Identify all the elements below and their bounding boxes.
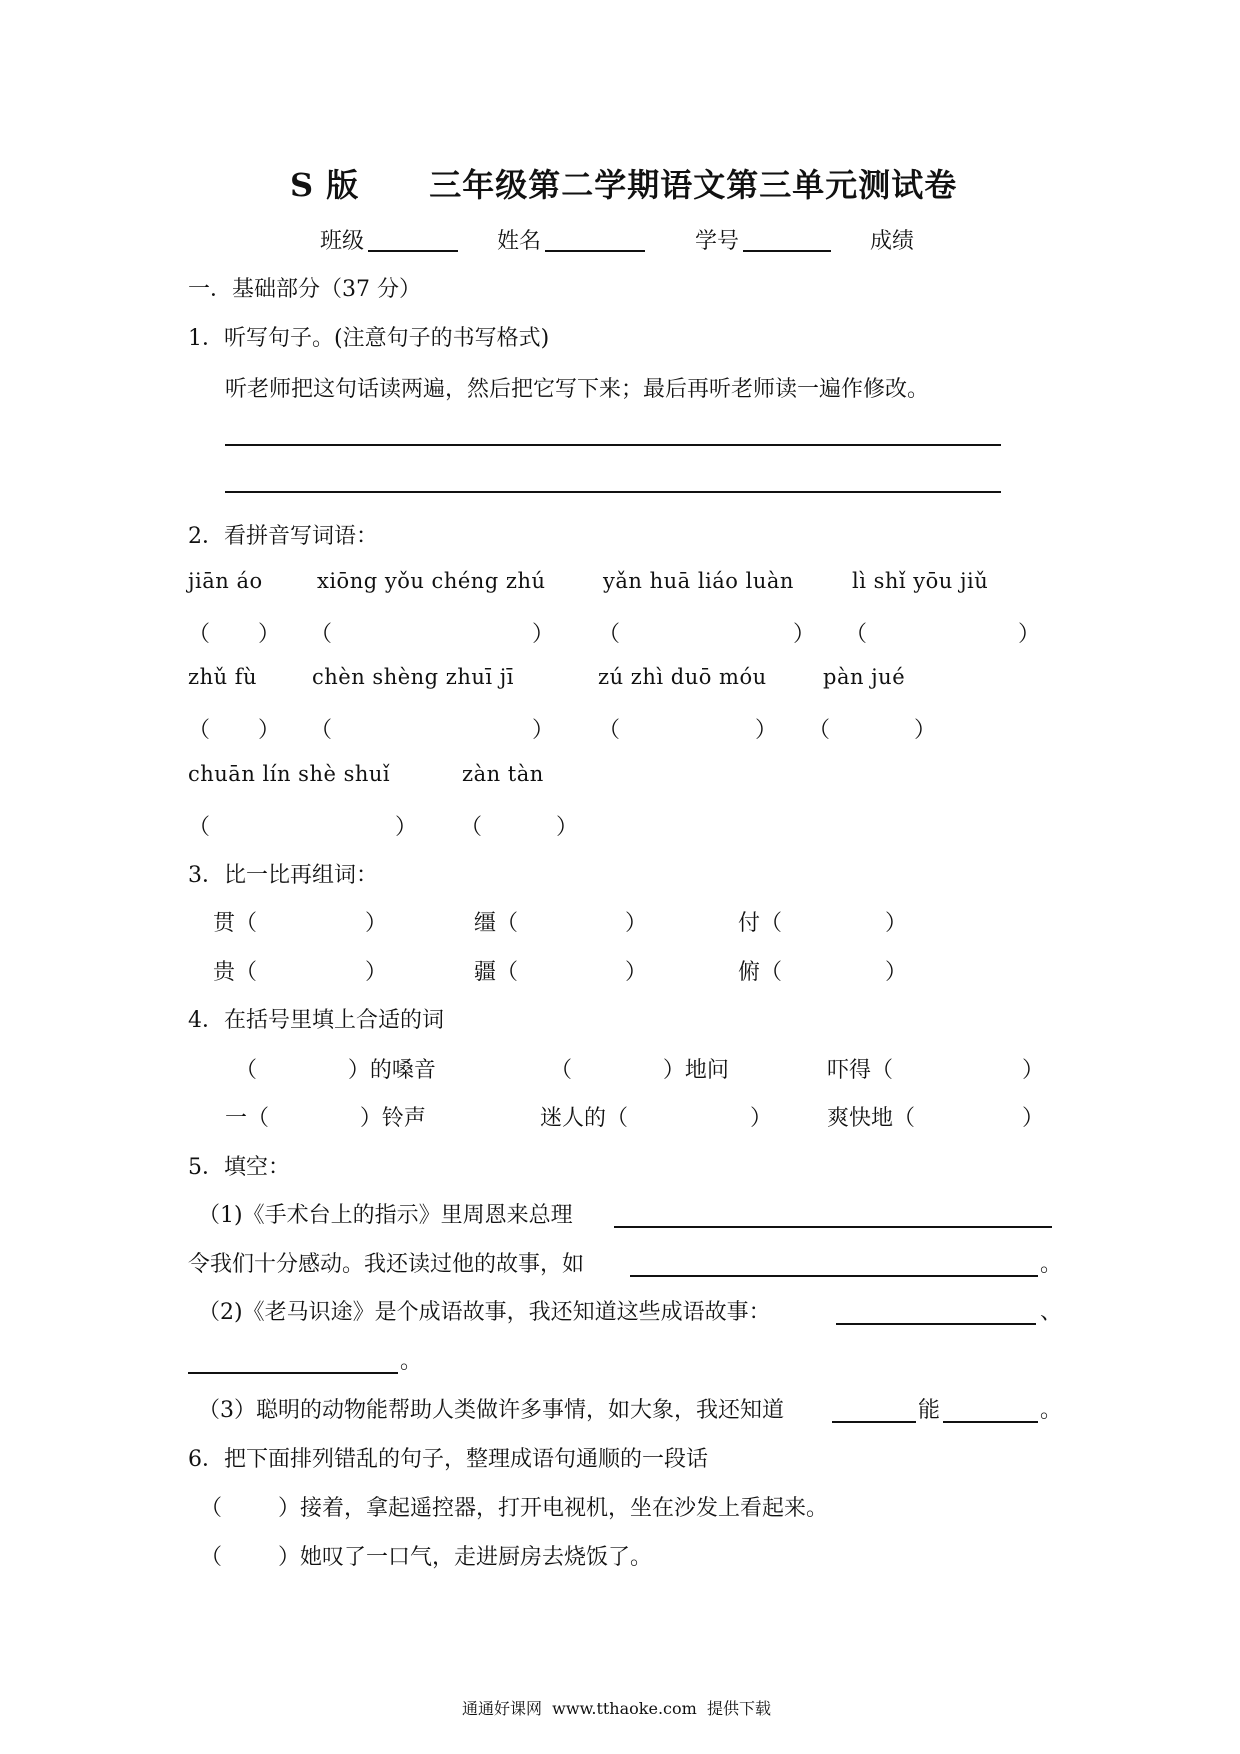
- q3-item-5: 疆（: [474, 960, 519, 985]
- q2-open-8: （: [808, 718, 831, 743]
- q3-close-1: ）: [365, 911, 388, 936]
- q2-close-2: ）: [532, 622, 555, 647]
- q6-title: 6．把下面排列错乱的句子，整理成语句通顺的一段话: [188, 1447, 708, 1472]
- q2-title: 2．看拼音写词语：: [188, 524, 378, 549]
- number-blank[interactable]: [743, 250, 831, 252]
- q2-close-6: ）: [532, 718, 555, 743]
- q3-title: 3．比一比再组词：: [188, 863, 378, 888]
- q2-open-3: （: [598, 622, 621, 647]
- q2-close-8: ）: [914, 718, 937, 743]
- q5-blank-1[interactable]: [614, 1226, 1052, 1228]
- q4-item-4: 一（ ）铃声: [225, 1106, 426, 1131]
- q2-open-1: （: [188, 622, 211, 647]
- q2-pinyin-4: lì shǐ yōu jiǔ: [852, 569, 989, 593]
- q2-pinyin-6: chèn shèng zhuī jī: [312, 665, 515, 689]
- q2-open-10: （: [460, 815, 483, 840]
- q2-close-4: ）: [1018, 622, 1041, 647]
- q4-item-6: 爽快地（: [827, 1106, 916, 1131]
- q2-open-4: （: [845, 622, 868, 647]
- q2-open-5: （: [188, 718, 211, 743]
- q5-line-2: 令我们十分感动。我还读过他的故事，如: [188, 1252, 585, 1277]
- q5-blank-3[interactable]: [836, 1323, 1036, 1325]
- q1-answer-line-2[interactable]: [225, 491, 1001, 493]
- q2-open-6: （: [310, 718, 333, 743]
- page-title: [290, 160, 957, 206]
- q4-item-2: （ ）地问: [550, 1058, 729, 1083]
- q5-blank-6[interactable]: [943, 1421, 1038, 1423]
- q5-period-2: 。: [400, 1349, 423, 1374]
- q4-close-6: ）: [1022, 1106, 1045, 1131]
- q2-pinyin-5: zhǔ fù: [188, 665, 258, 689]
- q2-pinyin-7: zú zhì duō móu: [598, 665, 767, 689]
- score-label: 成绩: [870, 229, 915, 254]
- class-blank[interactable]: [368, 250, 458, 252]
- edition-label: S 版: [290, 166, 360, 204]
- q5-blank-2[interactable]: [630, 1275, 1038, 1277]
- q5-line-1: （1)《手术台上的指示》里周恩来总理: [198, 1203, 573, 1228]
- name-blank[interactable]: [545, 250, 645, 252]
- q4-close-5: ）: [750, 1106, 773, 1131]
- q4-title: 4．在括号里填上合适的词: [188, 1008, 444, 1033]
- q3-close-5: ）: [625, 960, 648, 985]
- q5-title: 5．填空：: [188, 1155, 290, 1180]
- number-label: 学号: [695, 229, 740, 254]
- q4-item-3: 吓得（: [827, 1058, 894, 1083]
- q5-blank-5[interactable]: [832, 1421, 916, 1423]
- q4-item-1: （ ）的嗓音: [235, 1058, 436, 1083]
- q2-open-2: （: [310, 622, 333, 647]
- title-text: 三年级第二学期语文第三单元测试卷: [429, 166, 958, 204]
- q3-item-6: 俯（: [738, 960, 783, 985]
- q3-item-1: 贯（: [213, 911, 258, 936]
- q3-close-4: ）: [365, 960, 388, 985]
- q2-pinyin-10: zàn tàn: [462, 762, 544, 786]
- q5-neng: 能: [918, 1398, 941, 1423]
- q2-close-9: ）: [395, 815, 418, 840]
- q5-blank-4[interactable]: [188, 1372, 398, 1374]
- q5-period-3: 。: [1040, 1398, 1063, 1423]
- part1-heading: 一．基础部分（37 分）: [188, 277, 421, 302]
- q2-pinyin-2: xiōng yǒu chéng zhú: [317, 569, 546, 593]
- q2-pinyin-1: jiān áo: [188, 569, 263, 593]
- q3-item-2: 缰（: [474, 911, 519, 936]
- q5-period-1: 。: [1040, 1252, 1063, 1277]
- q2-close-7: ）: [755, 718, 778, 743]
- q3-close-3: ）: [885, 911, 908, 936]
- q5-dun: 、: [1040, 1300, 1063, 1325]
- name-label: 姓名: [497, 229, 542, 254]
- q2-close-10: ）: [556, 815, 579, 840]
- q3-item-3: 付（: [738, 911, 783, 936]
- q3-close-6: ）: [885, 960, 908, 985]
- q2-close-1: ）: [258, 622, 281, 647]
- q4-item-5: 迷人的（: [540, 1106, 629, 1131]
- q6-sentence-1: （ ）接着，拿起遥控器，打开电视机，坐在沙发上看起来。: [200, 1496, 828, 1521]
- q5-line-3: （2)《老马识途》是个成语故事，我还知道这些成语故事：: [198, 1300, 771, 1325]
- class-label: 班级: [320, 229, 365, 254]
- q4-close-3: ）: [1022, 1058, 1045, 1083]
- q2-close-5: ）: [258, 718, 281, 743]
- footer-text: 通通好课网 www.tthaoke.com 提供下载: [462, 1699, 771, 1718]
- q1-answer-line-1[interactable]: [225, 444, 1001, 446]
- q1-instruction: 听老师把这句话读两遍，然后把它写下来；最后再听老师读一遍作修改。: [225, 377, 930, 402]
- q5-line-5: （3）聪明的动物能帮助人类做许多事情，如大象，我还知道: [198, 1398, 784, 1423]
- q2-open-9: （: [188, 815, 211, 840]
- q2-pinyin-9: chuān lín shè shuǐ: [188, 762, 391, 786]
- q3-close-2: ）: [625, 911, 648, 936]
- q6-sentence-2: （ ）她叹了一口气，走进厨房去烧饭了。: [200, 1545, 652, 1570]
- q2-close-3: ）: [793, 622, 816, 647]
- q2-pinyin-8: pàn jué: [823, 665, 906, 689]
- q2-pinyin-3: yǎn huā liáo luàn: [603, 569, 794, 593]
- q1-title: 1．听写句子。(注意句子的书写格式): [188, 326, 550, 351]
- q2-open-7: （: [598, 718, 621, 743]
- q3-item-4: 贵（: [213, 960, 258, 985]
